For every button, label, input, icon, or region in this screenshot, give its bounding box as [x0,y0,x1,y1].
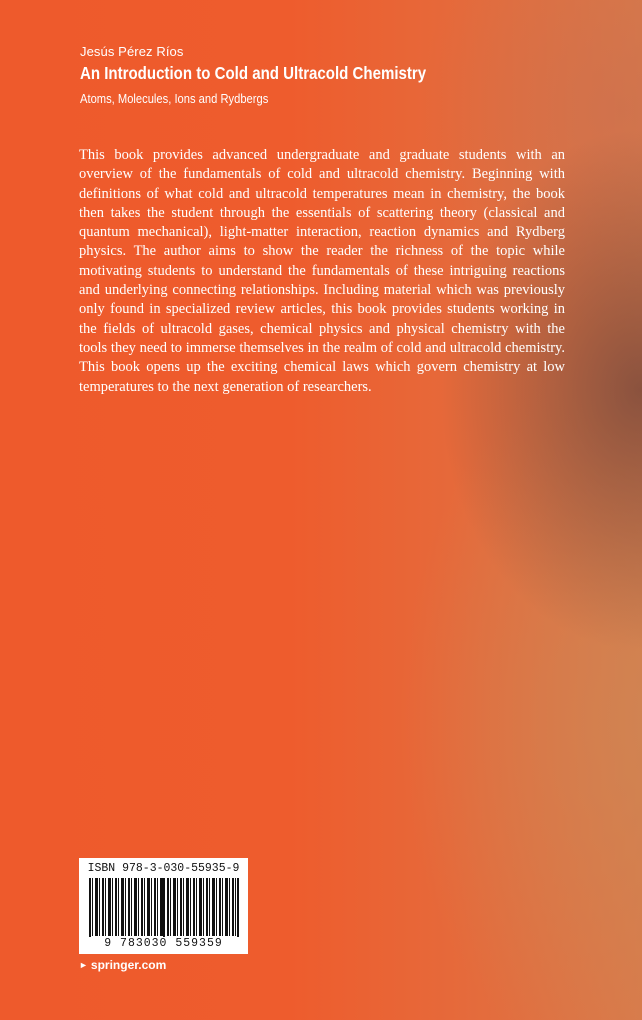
barcode-guard-right [237,878,239,942]
isbn-barcode [79,858,248,954]
author-name: Jesús Pérez Ríos [80,44,184,59]
isbn-label: ISBN 978-3-030-55935-9 [87,862,240,875]
barcode-guard-center [163,878,165,942]
barcode-digits: 9 783030 559359 [79,937,248,950]
book-description: This book provides advanced undergraduate and graduate students with an overview of the fundamentals of cold and ultracold chemistry. Beginning with definitions of what cold and ultracold temperatures mean in chemistry, the book then takes the student through the essentials of scattering theory (classical and quantum mechanical), light-matter interaction, reaction dynamics and Rydberg physics. The author aims to show the reader the richness of the topic while motivating students to understand the fundamentals of these intriguing reactions and underlying connecting relationships. Including material which was previously only found in specialized review articles, this book provides students working in the fields of ultracold gases, chemical physics and physical chemistry with the tools they need to immerse themselves in the realm of cold and ultracold chemistry. This book opens up the exciting chemical laws which govern chemistry at low temperatures to the next generation of researchers. [79,147,565,395]
book-subtitle: Atoms, Molecules, Ions and Rydbergs [80,91,269,106]
arrow-right-icon: ► [79,960,88,970]
publisher-link[interactable] [79,958,166,972]
book-title: An Introduction to Cold and Ultracold Chemistry [80,63,427,83]
publisher-url: springer.com [90,958,167,972]
barcode-guard-left [89,878,91,942]
